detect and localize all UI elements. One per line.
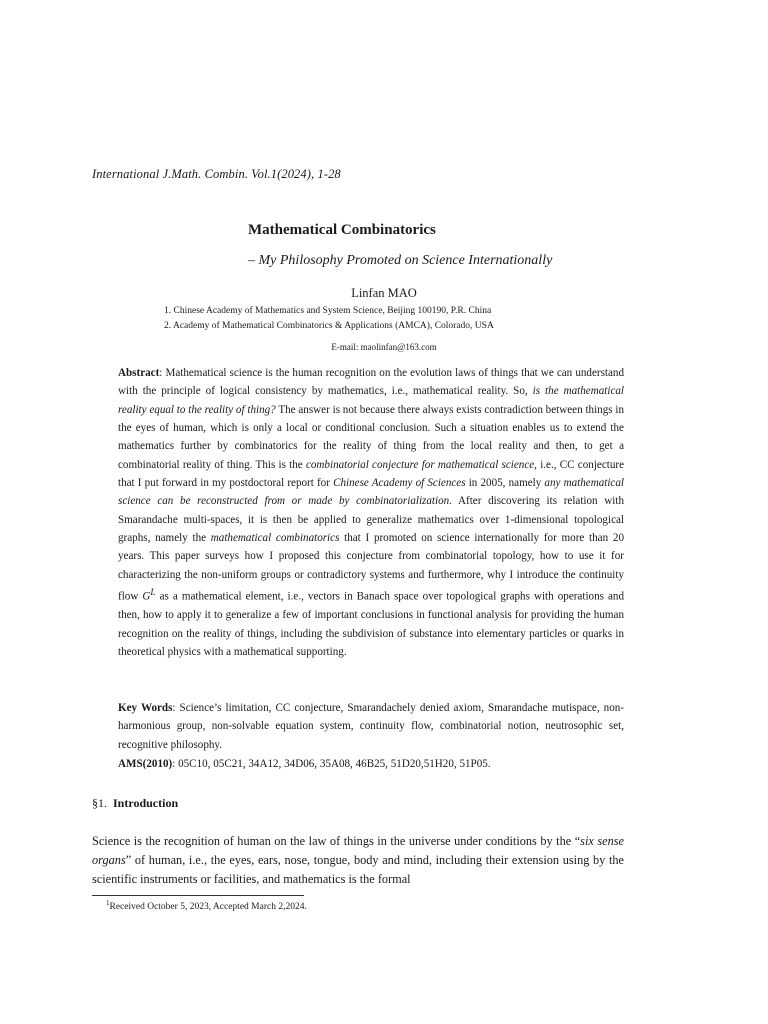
author-email: E-mail: maolinfan@163.com <box>331 342 437 352</box>
abstract-emphasis: any mathematical science can be reconstructed from or made by combinatorialization <box>118 477 624 508</box>
math-superscript-letter: L <box>150 588 156 599</box>
intro-paragraph <box>92 832 624 889</box>
abstract-emphasis: mathematical combinatorics <box>210 532 340 545</box>
affiliation-2: 2. Academy of Mathematical Combinatorics & Applications (AMCA), Colorado, USA <box>164 321 494 331</box>
footnote-rule <box>92 895 304 896</box>
footnote-text: Received October 5, 2023, Accepted March 2,2024. <box>109 902 307 913</box>
section-title: Introduction <box>113 796 179 810</box>
abstract-text: . After discovering its relation with Smarandache multi-spaces, it is then be applied to generalize mathematics over 1-dimensional topological graphs, namely the <box>118 495 625 545</box>
abstract-emphasis: combinatorial conjecture for mathematical science <box>305 458 535 471</box>
affiliation-1: 1. Chinese Academy of Mathematics and System Science, Beijing 100190, P.R. China <box>164 306 492 316</box>
abstract-text: The answer is not because there always exists contradiction between things in the eyes of human, which is only a local or conditional conclusion. Such a situation enables us to extend the mathematics further by combinatorics for the reality of thing from the local reality and then, to get a combinatorial reality of thing. This is the <box>118 403 625 471</box>
footnote <box>106 899 307 912</box>
abstract-text: in 2005, namely <box>465 477 545 490</box>
abstract <box>118 364 624 661</box>
section-number: §1. <box>92 796 107 810</box>
abstract-text: that I promoted on science internationally for more than 20 years. This paper surveys how I proposed this conjecture from combinatorial topology, how to use it for characterizing the non-uniform groups or contradictory systems and furthermore, why I introduce the continuity flow <box>118 532 624 603</box>
intro-emphasis: six sense organs <box>92 834 624 867</box>
keywords-label: Key Words <box>118 702 173 714</box>
author-name: Linfan MAO <box>351 286 417 300</box>
paper-title: Mathematical Combinatorics <box>248 222 436 238</box>
abstract-text: , i.e., CC conjecture that I put forward in my postdoctoral report for <box>118 458 624 490</box>
ams-label: AMS(2010) <box>118 758 173 770</box>
abstract-emphasis: Chinese Academy of Sciences <box>333 477 466 490</box>
journal-header: International J.Math. Combin. Vol.1(2024), 1-28 <box>92 167 341 181</box>
abstract-label: Abstract <box>118 367 160 379</box>
ams-text: : 05C10, 05C21, 34A12, 34D06, 35A08, 46B25, 51D20,51H20, 51P05. <box>172 758 491 770</box>
abstract-text: as a mathematical element, i.e., vectors in Banach space over topological graphs with operations and then, how to apply it to generalize a few of important conclusions in functional analysis for providing the human recognition on the reality of things, including the subdivision of substance into elementary particles or quarks in theoretical physics with a mathematical supporting. <box>118 590 624 658</box>
section-heading <box>92 796 178 811</box>
footnote-mark: 1 <box>106 899 110 907</box>
ams-classification <box>118 755 624 773</box>
intro-text: ” of human, i.e., the eyes, ears, nose, tongue, body and mind, including their extension using by the scientific instruments or facilities, and mathematics is the formal <box>92 853 624 886</box>
keywords <box>118 699 624 754</box>
abstract-emphasis: is the mathematical reality equal to the reality of thing? <box>118 385 624 416</box>
paper-subtitle: – My Philosophy Promoted on Science Internationally <box>248 253 553 268</box>
abstract-text: : Mathematical science is the human recognition on the evolution laws of things that we can understand with the principle of logical consistency by mathematics, i.e., mathematical reality. So, <box>118 367 624 398</box>
keywords-text: : Science’s limitation, CC conjecture, Smarandachely denied axiom, Smarandache mutispace, non-harmonious group, non-solvable equation system, continuity flow, combinatorial notion, neutrosophic set, recognitive philosophy. <box>118 702 624 751</box>
intro-text: Science is the recognition of human on the law of things in the universe under conditions by the “ <box>92 834 581 848</box>
math-symbol: G <box>142 590 151 603</box>
